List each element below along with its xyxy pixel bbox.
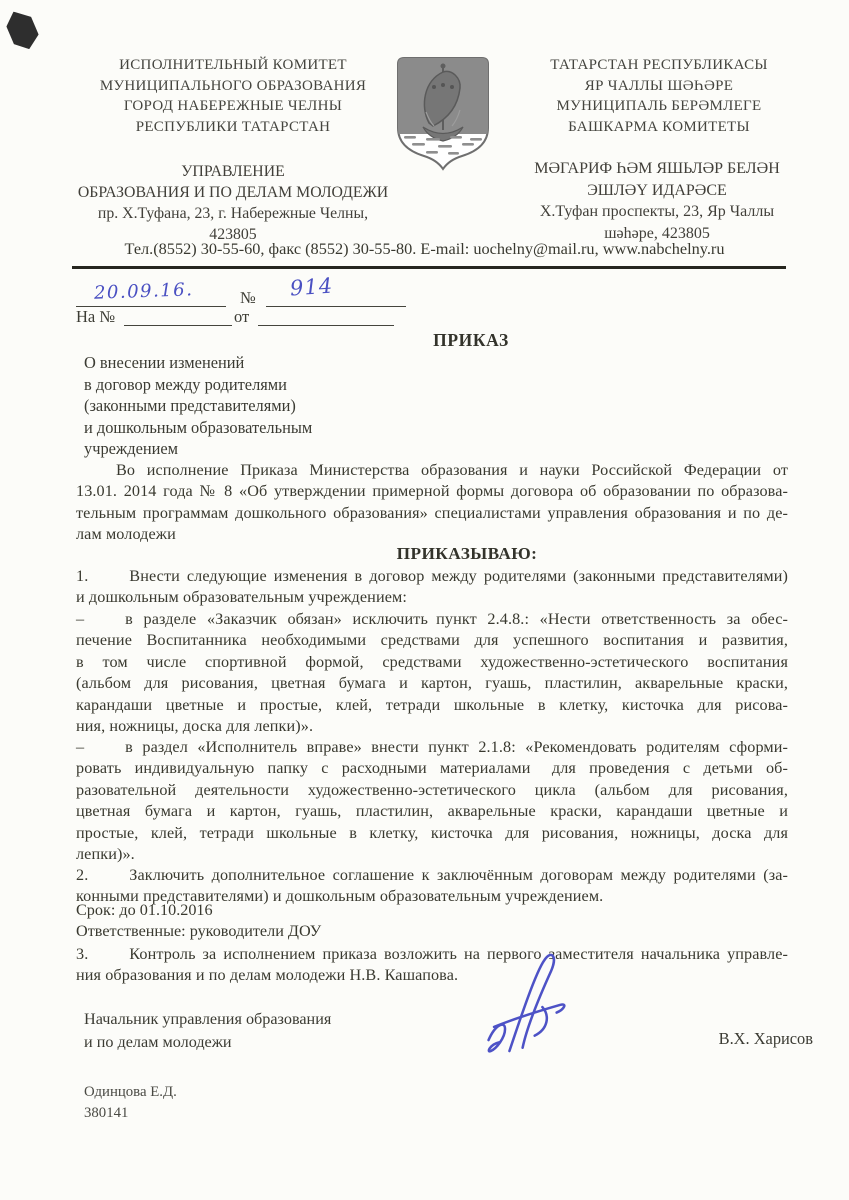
term-line: Срок: до 01.10.2016 (76, 901, 213, 919)
text-line: – в разделе «Заказчик обязан» исключить пункт 2.4.8.: «Нести ответственность за обес- (76, 610, 788, 628)
intro-paragraph (76, 460, 788, 546)
responsible-line: Ответственные: руководители ДОУ (76, 922, 322, 940)
header-right-dept (492, 158, 822, 244)
order-item-3 (76, 944, 788, 987)
text-line: разовательной деятельности художественно-эстетического цикла (альбом для рисования, (76, 780, 788, 799)
text-line: в том числе спортивной формой, средствами художественно-эстетического воспитания (76, 652, 788, 671)
header-left-org (66, 55, 400, 137)
text-line: печение Воспитанника необходимыми средствами для успешного воспитания и развития, (76, 631, 788, 650)
text-line: карандаши цветные и простые, клей, тетради школьные в клетку, кисточка для рисова- (76, 695, 788, 714)
executor-name: Одинцова Е.Д. (84, 1084, 177, 1100)
executor-block (84, 1082, 324, 1123)
text-line: и дошкольным образовательным (84, 417, 313, 437)
number-line (266, 287, 406, 307)
text-line: МӘГАРИФ ҺӘМ ЯШЬЛӘР БЕЛӘН (534, 160, 780, 177)
text-line: 3. Контроль за исполнением приказа возложить на первого заместителя начальника управле- (76, 945, 788, 963)
text-line: простые, клей, тетради школьные в клетку, кисточка для рисования, ножницы, доска для (76, 823, 788, 842)
reply-number-line (124, 306, 232, 326)
text-line: и дошкольным образовательным учреждением: (76, 588, 407, 607)
contact-line: Тел.(8552) 30-55-60, факс (8552) 30-55-80. E-mail: uochelny@mail.ru, www.nabchelny.ru (124, 239, 725, 258)
text-line: тельным программам дошкольного образования» специалистами управления образования и по де- (76, 503, 788, 522)
text-line: 1. Внести следующие изменения в договор между родителями (законными представителями) (76, 567, 788, 585)
order-item-1-dash-2 (76, 737, 788, 865)
text-line: цветная бумага и картон, гуашь, пластилин, акварельные краски, карандаши цветные и (76, 802, 788, 821)
text-line: Во исполнение Приказа Министерства образования и науки Российской Федерации от (116, 461, 788, 479)
text-line: БАШКАРМА КОМИТЕТЫ (568, 118, 750, 135)
text-line: пр. Х.Туфана, 23, г. Набережные Челны, (97, 205, 369, 222)
text-line: (альбом для рисования, цветная бумага и картон, гуашь, пластилин, акварельные краски, (76, 674, 788, 693)
text-line: 13.01. 2014 года № 8 «Об утверждении примерной формы договора об образовании по образова- (76, 482, 788, 501)
text-line: ГОРОД НАБЕРЕЖНЫЕ ЧЕЛНЫ (123, 98, 343, 114)
coat-of-arms-icon (396, 56, 490, 174)
text-line: в договор между родителями (84, 374, 287, 394)
handwritten-number: 914 (289, 273, 334, 301)
header-right-org (498, 55, 820, 137)
text-line: ЯР ЧАЛЛЫ ШӘҺӘРЕ (584, 77, 734, 94)
header-left-dept (66, 161, 400, 245)
text-line: ния, ножницы, доска для лепки)». (76, 717, 314, 736)
executor-phone: 380141 (84, 1104, 129, 1121)
text-line: 423805 (209, 226, 257, 243)
text-line: ОБРАЗОВАНИЯ И ПО ДЕЛАМ МОЛОДЕЖИ (77, 184, 389, 201)
text-line: Начальник управления образования (84, 1010, 332, 1028)
resolve-heading: ПРИКАЗЫВАЮ: (396, 544, 538, 563)
text-line: (законными представителями) (84, 396, 296, 416)
text-line: лам молодежи (76, 525, 176, 544)
text-line: ИСПОЛНИТЕЛЬНЫЙ КОМИТЕТ (119, 57, 347, 73)
signer-name: В.Х. Харисов (718, 1029, 813, 1048)
order-item-1 (76, 566, 788, 609)
text-line: 2. Заключить дополнительное соглашение к заключённым договорам между родителями (за- (76, 866, 788, 884)
reply-date-line (258, 306, 394, 326)
signer-position (84, 1008, 424, 1053)
text-line: ровать индивидуальную папку с расходными материалами для проведения с детьми об- (76, 759, 788, 778)
text-line: ТАТАРСТАН РЕСПУБЛИКАСЫ (550, 57, 768, 73)
text-line: О внесении изменений (84, 353, 245, 372)
text-line: учреждением (84, 439, 179, 459)
reply-date-label: от (234, 307, 250, 326)
text-line: МУНИЦИПАЛЬНОГО ОБРАЗОВАНИЯ (99, 77, 367, 94)
number-label: № (240, 288, 256, 307)
scan-artifact-mark (4, 11, 42, 50)
order-item-1-dash-1 (76, 609, 788, 737)
document-title: ПРИКАЗ (433, 330, 509, 350)
text-line: – в раздел «Исполнитель вправе» внести пункт 2.1.8: «Рекомендовать родителям сформи- (76, 738, 788, 756)
signature-ink-icon (472, 950, 582, 1062)
text-line: ния образования и по делам молодежи Н.В. Кашапова. (76, 966, 459, 985)
text-line: Х.Туфан проспекты, 23, Яр Чаллы (539, 203, 775, 220)
reply-number-label: На № (76, 307, 116, 326)
text-line: РЕСПУБЛИКИ ТАТАРСТАН (135, 118, 331, 135)
text-line: МУНИЦИПАЛЬ БЕРӘМЛЕГЕ (556, 98, 762, 114)
text-line: конными представителями) и дошкольным образовательным учреждением. (76, 887, 604, 906)
handwritten-date: 20.09.16. (93, 279, 194, 304)
subject-block (84, 352, 504, 460)
text-line: ЭШЛӘҮ ИДАРӘСЕ (587, 181, 727, 199)
text-line: лепки)». (76, 845, 135, 864)
text-line: и по делам молодежи (84, 1032, 232, 1051)
text-line: УПРАВЛЕНИЕ (181, 163, 285, 180)
text-line: шәһәре, 423805 (604, 224, 710, 242)
header-divider (72, 266, 786, 269)
